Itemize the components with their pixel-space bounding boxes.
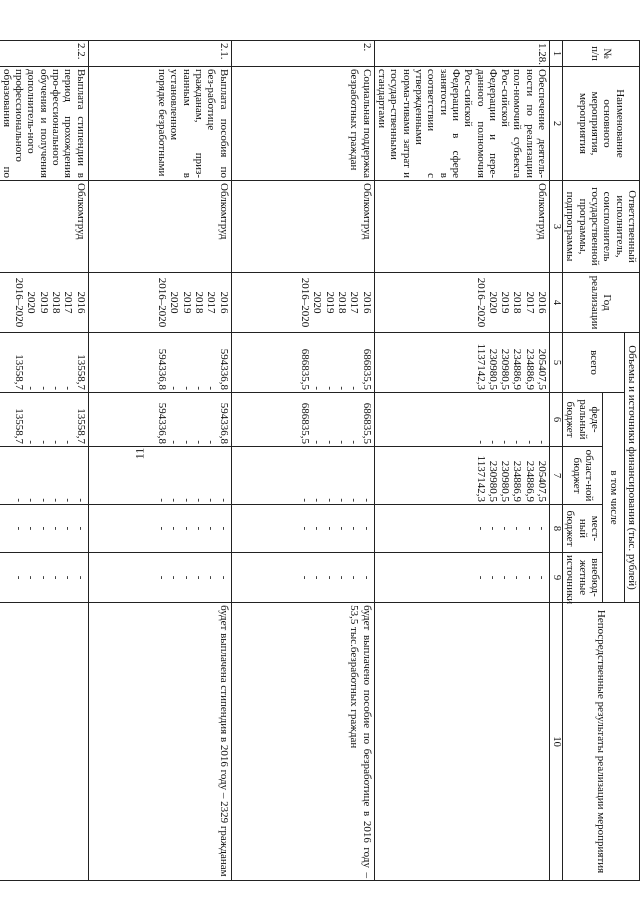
cell-value: 13558,7 [74, 354, 87, 390]
cell-value: 2020 [168, 291, 181, 314]
cell-value: - [50, 440, 63, 444]
cell-value: 2019 [323, 291, 336, 314]
cell-value: - [37, 526, 50, 531]
cell-value: - [37, 498, 50, 502]
header-name: Наименование основного мероприятия, мероприятия [563, 67, 640, 181]
regional-amounts [231, 447, 374, 505]
cell-value: - [360, 575, 373, 580]
cell-value: - [205, 526, 218, 531]
total-amounts [88, 333, 231, 393]
local-amounts [0, 505, 88, 553]
cell-value: - [168, 498, 181, 502]
cell-value: - [486, 440, 499, 444]
col-number: 5 [550, 333, 563, 393]
col-number: 8 [550, 505, 563, 553]
cell-value: - [193, 575, 206, 580]
cell-value: 13558,7 [13, 408, 26, 444]
row-number: 1.28. [374, 41, 549, 67]
cell-value: - [13, 498, 26, 502]
cell-value: 1137142,3 [474, 343, 487, 390]
cell-value: 234886,9 [523, 348, 536, 390]
cell-value: - [323, 575, 336, 580]
cell-value: - [62, 575, 75, 580]
cell-value: 2018 [511, 291, 524, 314]
cell-value: - [168, 526, 181, 531]
table-row [88, 41, 231, 881]
cell-value: - [511, 526, 524, 531]
measure-name: Обеспечение деятель-ности по реализации пол-номочий субъекта Рос-сийской Федерации и пере-данного полномочия Рос-сийской Федерации в сфере занятости в соответствии с утвержденными норма-тивами затрат и государ-ственными стандартами [374, 67, 549, 181]
cell-value: - [474, 440, 487, 444]
col-number: 3 [550, 181, 563, 273]
cell-value: - [205, 498, 218, 502]
cell-value: - [37, 440, 50, 444]
cell-value: - [311, 526, 324, 531]
cell-value: 230980,5 [499, 348, 512, 390]
cell-value: 686835,5 [360, 348, 373, 390]
cell-value: - [168, 575, 181, 580]
cell-value: - [156, 498, 169, 502]
offbudget-amounts [231, 553, 374, 603]
cell-value: 2018 [336, 291, 349, 314]
total-amounts [0, 333, 88, 393]
cell-value: 2017 [205, 291, 218, 314]
cell-value: 2016–2020 [156, 277, 169, 328]
cell-value: - [299, 526, 312, 531]
year-list [374, 273, 549, 333]
cell-value: - [348, 386, 361, 390]
cell-value: 2016 [536, 291, 549, 314]
cell-value: - [180, 526, 193, 531]
cell-value: - [217, 526, 230, 531]
cell-value: - [336, 575, 349, 580]
cell-value: - [311, 440, 324, 444]
measure-name: Выплата пособия по без-работице гражданам, приз-нанным в установленном порядке безработными [88, 67, 231, 181]
table-row [0, 41, 88, 881]
header-total: всего [563, 333, 625, 393]
row-number: 2.1. [88, 41, 231, 67]
cell-value: - [336, 440, 349, 444]
cell-value: 2016 [360, 291, 373, 314]
cell-value: - [50, 386, 63, 390]
cell-value: - [168, 440, 181, 444]
total-amounts [374, 333, 549, 393]
cell-value: - [348, 440, 361, 444]
col-number: 2 [550, 67, 563, 181]
cell-value: - [536, 575, 549, 580]
cell-value: - [299, 498, 312, 502]
cell-value: - [13, 575, 26, 580]
cell-value: 2017 [62, 291, 75, 314]
cell-value: - [180, 575, 193, 580]
cell-value: - [217, 575, 230, 580]
cell-value: - [168, 386, 181, 390]
cell-value: 2020 [311, 291, 324, 314]
col-number: 7 [550, 447, 563, 505]
cell-value: - [25, 386, 38, 390]
col-number: 1 [550, 41, 563, 67]
cell-value: - [205, 575, 218, 580]
col-number: 4 [550, 273, 563, 333]
cell-value: - [180, 440, 193, 444]
cell-value: 594336,8 [156, 348, 169, 390]
cell-value: - [74, 526, 87, 531]
offbudget-amounts [0, 553, 88, 603]
cell-value: - [311, 498, 324, 502]
header-results: Непосредственные результаты реализации мероприятия [563, 603, 640, 881]
cell-value: 594336,8 [156, 402, 169, 444]
cell-value: - [336, 526, 349, 531]
cell-value: - [323, 526, 336, 531]
column-number-row [550, 41, 563, 881]
cell-value: 686835,5 [299, 348, 312, 390]
cell-value: - [536, 440, 549, 444]
cell-value: - [536, 526, 549, 531]
regional-amounts [0, 447, 88, 505]
cell-value: - [25, 526, 38, 531]
cell-value: - [523, 440, 536, 444]
cell-value: - [193, 440, 206, 444]
cell-value: 2016 [74, 291, 87, 314]
cell-value: - [205, 440, 218, 444]
cell-value: - [50, 526, 63, 531]
cell-value: - [193, 526, 206, 531]
header-regional: област-ной бюджет [563, 447, 603, 505]
header-executor: Ответственный исполнитель, соисполнитель государственной программы, подпрограммы [563, 181, 640, 273]
cell-value: - [348, 575, 361, 580]
cell-value: - [37, 386, 50, 390]
cell-value: 1137142,3 [474, 455, 487, 502]
cell-value: - [62, 386, 75, 390]
cell-value: 594336,8 [217, 348, 230, 390]
table-row [231, 41, 374, 881]
cell-value: - [311, 386, 324, 390]
cell-value: 686835,5 [360, 402, 373, 444]
year-list [0, 273, 88, 333]
cell-value: - [180, 386, 193, 390]
cell-value: - [486, 575, 499, 580]
regional-amounts [88, 447, 231, 505]
cell-value: - [499, 526, 512, 531]
cell-value: 205407,5 [536, 348, 549, 390]
cell-value: - [25, 498, 38, 502]
cell-value: - [50, 498, 63, 502]
row-number: 2.2. [0, 41, 88, 67]
total-amounts [231, 333, 374, 393]
cell-value: 2016–2020 [474, 277, 487, 328]
cell-value: - [360, 498, 373, 502]
cell-value: - [25, 575, 38, 580]
cell-value: 2016–2020 [299, 277, 312, 328]
cell-value: - [523, 575, 536, 580]
cell-value: - [474, 575, 487, 580]
cell-value: 2017 [523, 291, 536, 314]
cell-value: - [499, 575, 512, 580]
cell-value: - [37, 575, 50, 580]
cell-value: 2018 [50, 291, 63, 314]
header-incl: в том числе [603, 393, 625, 603]
program-measures-table [0, 40, 640, 881]
federal-amounts [88, 393, 231, 447]
cell-value: - [323, 440, 336, 444]
measure-result: будет выплачено пособие по безработице в 2016 году – 53,5 тыс.безработных граждан [231, 603, 374, 881]
cell-value: - [311, 575, 324, 580]
cell-value: - [348, 498, 361, 502]
measure-result [374, 603, 549, 881]
executor: Облкомтруд [374, 181, 549, 273]
cell-value: 234886,9 [523, 460, 536, 502]
cell-value: 2019 [37, 291, 50, 314]
cell-value: - [156, 575, 169, 580]
cell-value: - [193, 498, 206, 502]
cell-value: - [13, 526, 26, 531]
cell-value: 234886,9 [511, 460, 524, 502]
col-number: 6 [550, 393, 563, 447]
cell-value: - [499, 440, 512, 444]
executor: Облкомтруд [0, 181, 88, 273]
cell-value: 2020 [25, 291, 38, 314]
table-row [374, 41, 549, 881]
cell-value: - [62, 498, 75, 502]
col-number: 9 [550, 553, 563, 603]
cell-value: 230980,5 [499, 460, 512, 502]
cell-value: 230980,5 [486, 460, 499, 502]
federal-amounts [374, 393, 549, 447]
cell-value: - [336, 498, 349, 502]
offbudget-amounts [374, 553, 549, 603]
local-amounts [231, 505, 374, 553]
cell-value: 2016–2020 [13, 277, 26, 328]
header-local: мест-ный бюджет [563, 505, 603, 553]
cell-value: - [74, 575, 87, 580]
cell-value: - [523, 526, 536, 531]
cell-value: - [74, 498, 87, 502]
cell-value: - [25, 440, 38, 444]
header-federal: феде-ральный бюджет [563, 393, 603, 447]
cell-value: 594336,8 [217, 402, 230, 444]
cell-value: - [62, 440, 75, 444]
cell-value: 2016 [217, 291, 230, 314]
page-number: 11 [132, 447, 147, 460]
local-amounts [374, 505, 549, 553]
header-funding: Объемы и источники финансирования (тыс. рублей) [624, 333, 639, 603]
rotated-table-sheet [0, 40, 640, 880]
cell-value: 13558,7 [13, 354, 26, 390]
cell-value: 2018 [193, 291, 206, 314]
cell-value: - [299, 575, 312, 580]
cell-value: - [205, 386, 218, 390]
federal-amounts [0, 393, 88, 447]
measure-result: будет выплачена стипендия в 2016 году – 2329 гражданам [88, 603, 231, 881]
cell-value: - [474, 526, 487, 531]
cell-value: - [156, 526, 169, 531]
header-year: Год реализации [563, 273, 640, 333]
cell-value: - [511, 440, 524, 444]
measure-result [0, 603, 88, 881]
cell-value: 2019 [499, 291, 512, 314]
executor: Облкомтруд [88, 181, 231, 273]
cell-value: - [323, 498, 336, 502]
offbudget-amounts [88, 553, 231, 603]
cell-value: - [180, 498, 193, 502]
regional-amounts [374, 447, 549, 505]
cell-value: 2019 [180, 291, 193, 314]
local-amounts [88, 505, 231, 553]
cell-value: - [486, 526, 499, 531]
col-number: 10 [550, 603, 563, 881]
cell-value: 686835,5 [299, 402, 312, 444]
cell-value: - [360, 526, 373, 531]
cell-value: - [193, 386, 206, 390]
cell-value: 13558,7 [74, 408, 87, 444]
row-number: 2. [231, 41, 374, 67]
year-list [231, 273, 374, 333]
year-list [88, 273, 231, 333]
cell-value: - [511, 575, 524, 580]
cell-value: 234886,9 [511, 348, 524, 390]
executor: Облкомтруд [231, 181, 374, 273]
table-body [0, 41, 550, 881]
cell-value: 2017 [348, 291, 361, 314]
header-offbudget: внебюд-жетные источники [563, 553, 603, 603]
federal-amounts [231, 393, 374, 447]
cell-value: - [50, 575, 63, 580]
measure-name: Выплата стипендии в период прохождения про-фессионального обучения и получения дополнитель-ного профессионального образования по [0, 67, 88, 181]
cell-value: 2020 [486, 291, 499, 314]
cell-value: 230980,5 [486, 348, 499, 390]
header-num: № п/п [563, 41, 640, 67]
cell-value: - [348, 526, 361, 531]
cell-value: - [323, 386, 336, 390]
measure-name: Социальная поддержка безработных граждан [231, 67, 374, 181]
cell-value: 205407,5 [536, 460, 549, 502]
cell-value: - [62, 526, 75, 531]
cell-value: - [217, 498, 230, 502]
cell-value: - [336, 386, 349, 390]
